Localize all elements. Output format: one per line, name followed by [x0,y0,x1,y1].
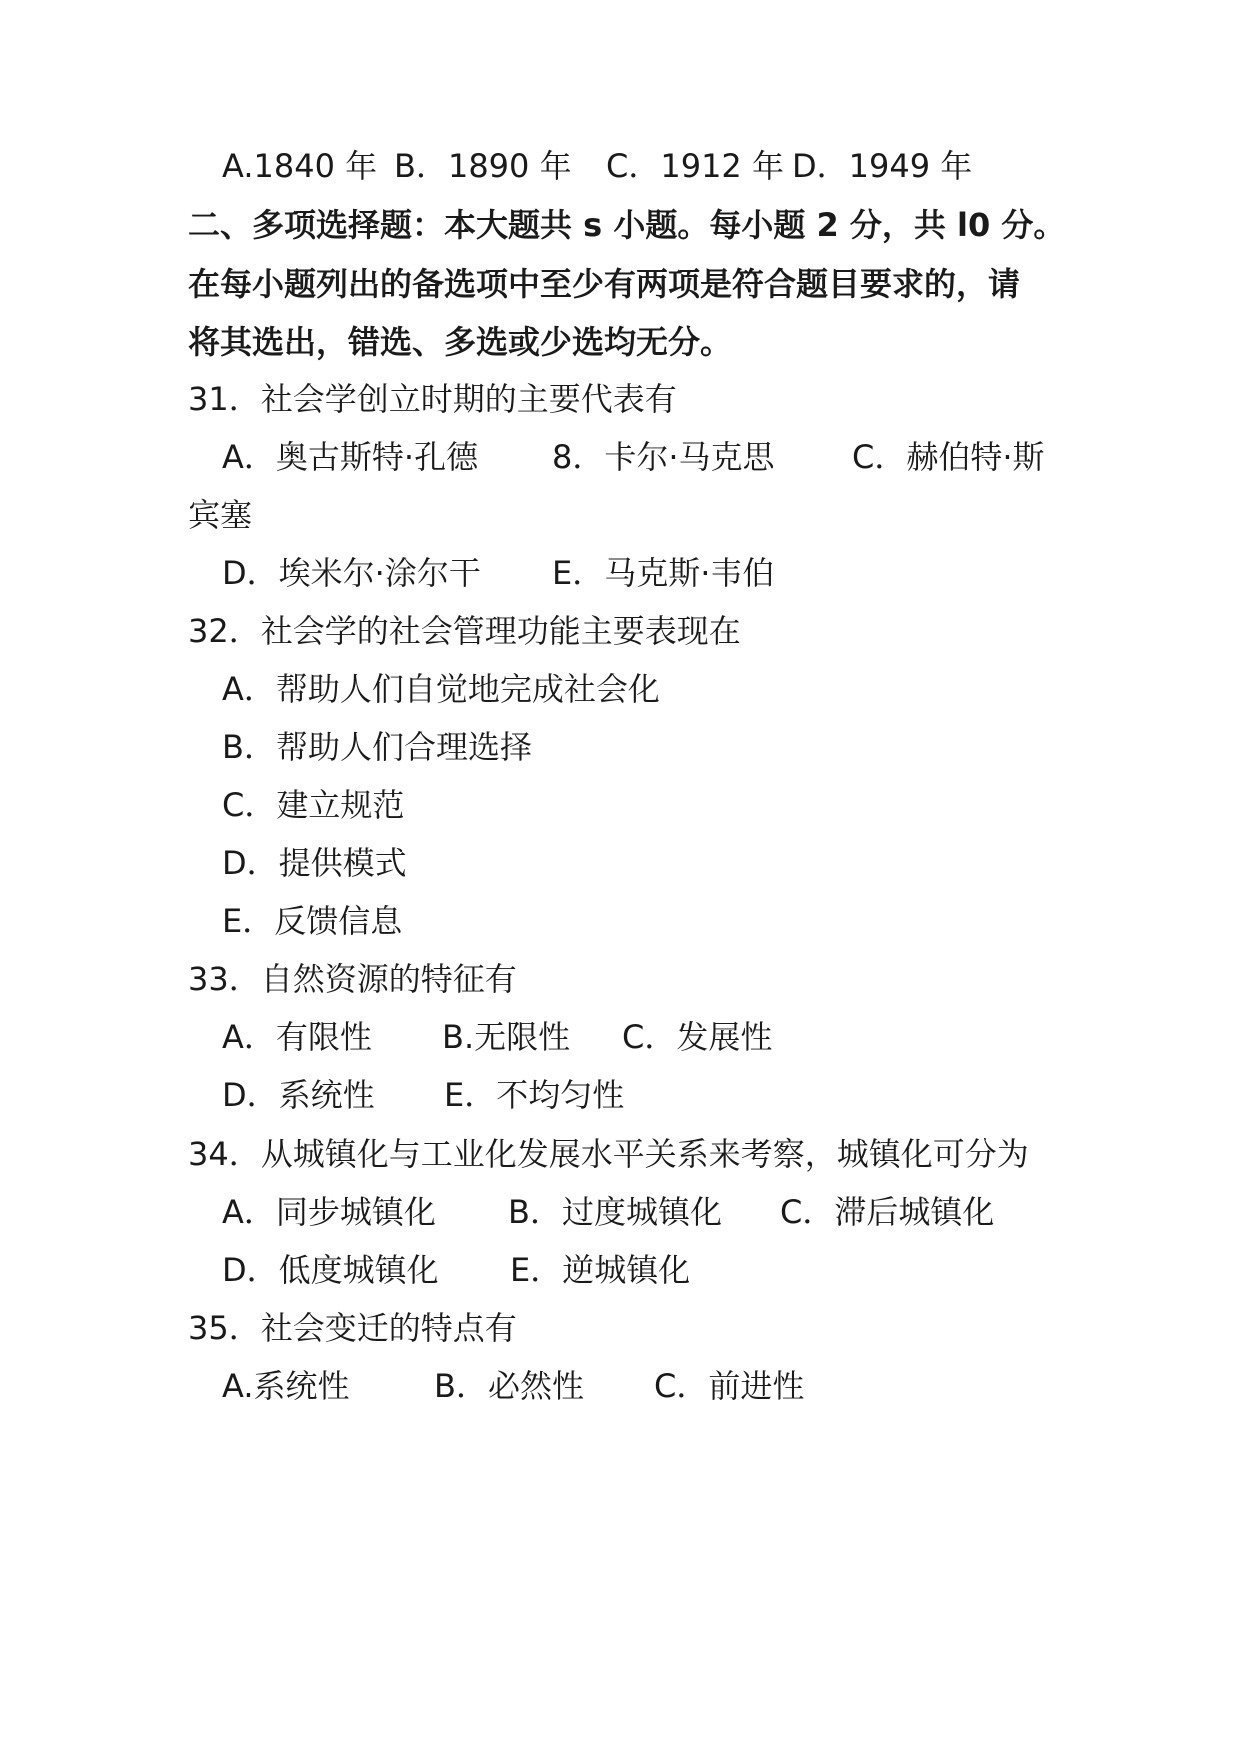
question-31-option-c-continued: 宾塞 [188,496,253,534]
option-b: B．必然性 [434,1367,584,1405]
question-32-option-d: D．提供模式 [222,844,407,882]
option-e: E．马克斯·韦伯 [552,554,775,592]
option-c: C．赫伯特·斯 [852,438,1045,476]
question-32-option-c: C．建立规范 [222,786,405,824]
question-33-stem: 33．自然资源的特征有 [188,960,517,998]
question-32-option-a: A．帮助人们自觉地完成社会化 [222,670,660,708]
section-header-line1: 二、多项选择题：本大题共 s 小题。每小题 2 分，共 l0 分。 [188,206,1066,244]
question-32-stem: 32．社会学的社会管理功能主要表现在 [188,612,741,650]
section-header-line2: 在每小题列出的备选项中至少有两项是符合题目要求的，请 [188,265,1021,303]
option-e: E．不均匀性 [444,1076,625,1114]
option-a: A．有限性 [222,1018,372,1056]
option-b: 8．卡尔·马克思 [552,438,775,476]
question-32-option-e: E．反馈信息 [222,902,403,940]
option-b: B.无限性 [442,1018,571,1056]
option-c: C．滞后城镇化 [780,1193,995,1231]
option-c: C．1912 年 [606,147,784,185]
option-c: C．发展性 [622,1018,773,1056]
question-32-option-b: B．帮助人们合理选择 [222,728,532,766]
option-b: B．1890 年 [394,147,572,185]
option-d: D．系统性 [222,1076,375,1114]
option-d: D．1949 年 [792,147,973,185]
option-a: A.1840 年 [222,147,378,185]
question-35-stem: 35．社会变迁的特点有 [188,1309,517,1347]
option-a: A．奥古斯特·孔德 [222,438,479,476]
option-d: D．埃米尔·涂尔干 [222,554,481,592]
option-a: A．同步城镇化 [222,1193,436,1231]
question-31-stem: 31．社会学创立时期的主要代表有 [188,380,677,418]
option-a: A.系统性 [222,1367,350,1405]
section-header-line3: 将其选出，错选、多选或少选均无分。 [188,323,733,361]
option-c: C．前进性 [654,1367,805,1405]
option-d: D．低度城镇化 [222,1251,439,1289]
option-e: E．逆城镇化 [510,1251,691,1289]
option-b: B．过度城镇化 [508,1193,722,1231]
question-34-stem: 34．从城镇化与工业化发展水平关系来考察，城镇化可分为 [188,1135,1029,1173]
